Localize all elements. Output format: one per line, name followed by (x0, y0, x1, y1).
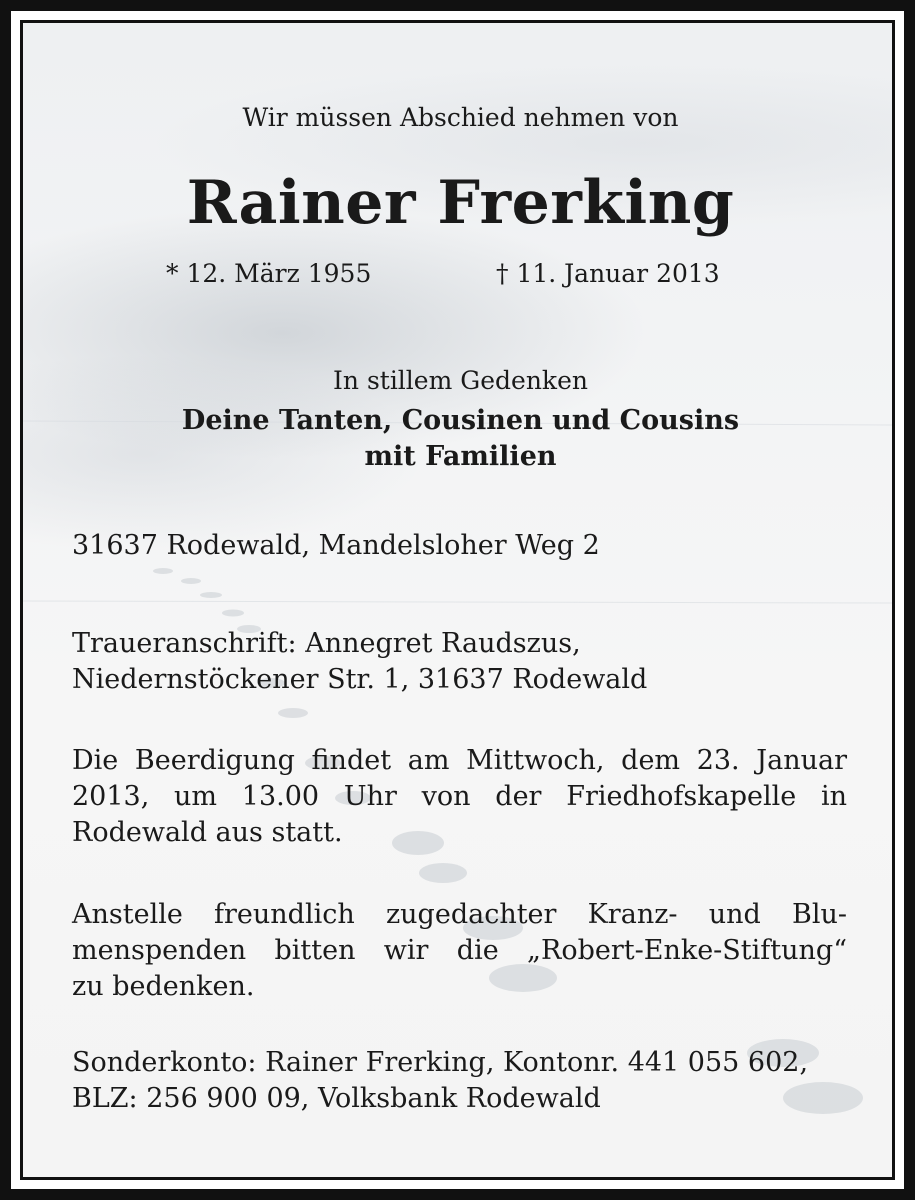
account-line: BLZ: 256 900 09, Volksbank Rodewald (72, 1083, 601, 1114)
memory-line: In stillem Gedenken (333, 366, 588, 395)
obituary-content (23, 23, 895, 1180)
deceased-name: Rainer Frerking (186, 168, 735, 238)
donation-line: menspenden bitten wir die „Robert-Enke-Stiftung“ (72, 935, 847, 966)
mourners-line: mit Familien (364, 441, 557, 472)
mourners-block (23, 403, 895, 475)
intro-line: Wir müssen Abschied nehmen von (242, 103, 679, 132)
donation-info (72, 897, 847, 1005)
birth-date: * 12. März 1955 (166, 259, 372, 288)
account-info (72, 1045, 847, 1117)
donation-line: zu bedenken. (72, 971, 255, 1002)
mourning-address-line: Traueranschrift: Annegret Raudszus, (72, 628, 581, 659)
account-line: Sonderkonto: Rainer Frerking, Kontonr. 441 055 602, (72, 1047, 809, 1078)
address-line: 31637 Rodewald, Mandelsloher Weg 2 (72, 530, 600, 561)
donation-line: Anstelle freundlich zugedachter Kranz- und Blu- (72, 899, 847, 930)
death-date: † 11. Januar 2013 (496, 259, 720, 288)
mourners-line: Deine Tanten, Cousinen und Cousins (181, 405, 740, 436)
family-address (72, 528, 847, 564)
obituary-card (20, 20, 895, 1180)
mourning-address (72, 626, 847, 698)
funeral-line: Die Beerdigung findet am Mittwoch, dem 23. Januar (72, 745, 847, 776)
funeral-line: 2013, um 13.00 Uhr von der Friedhofskapelle in (72, 781, 847, 812)
funeral-info (72, 743, 847, 851)
funeral-line: Rodewald aus statt. (72, 817, 343, 848)
mourning-address-line: Niedernstöckener Str. 1, 31637 Rodewald (72, 664, 648, 695)
